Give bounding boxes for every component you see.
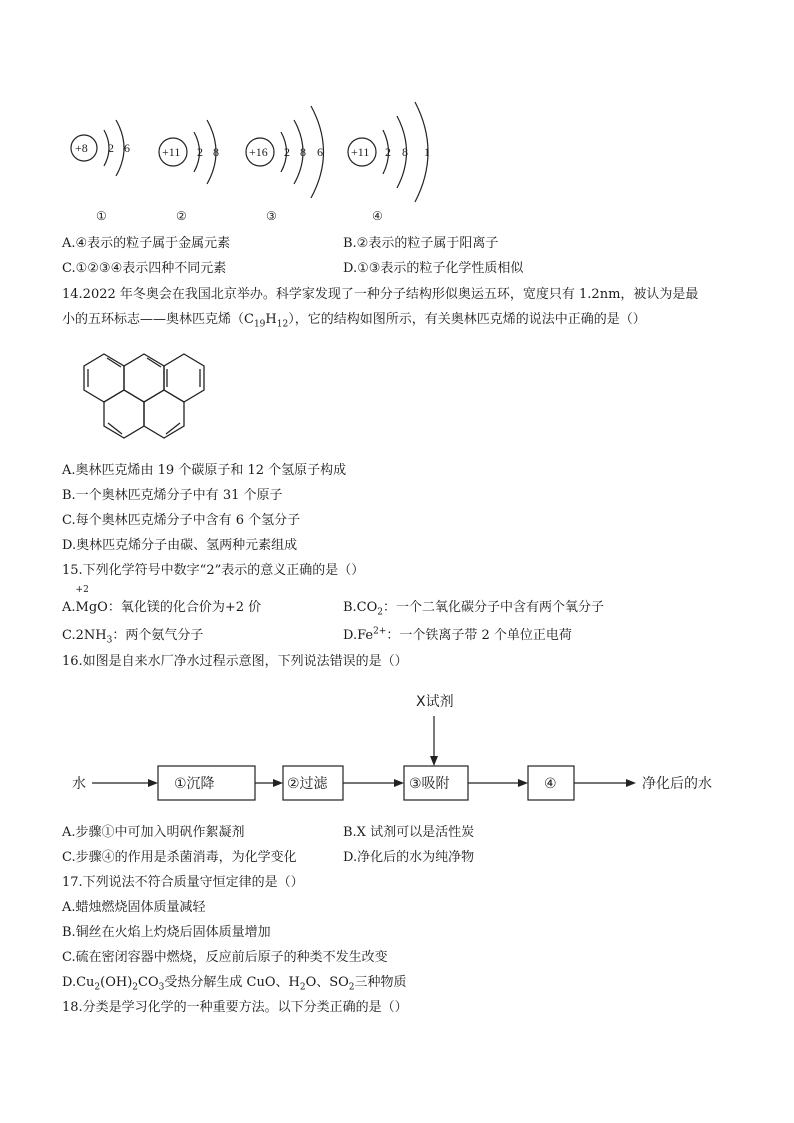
atom4-label: ④ [372,209,383,223]
q13-option-c: C.①②③④表示四种不同元素 [62,261,227,276]
q17-option-b: B.铜丝在火焰上灼烧后固体质量增加 [62,925,271,940]
q15-stem: 15.下列化学符号中数字“2”表示的意义正确的是（） [62,563,365,578]
q14-option-c: C.每个奥林匹克烯分子中含有 6 个氢分子 [62,513,301,528]
atom4-shell3: 1 [424,145,430,159]
water-purification-flowchart [70,682,740,812]
q17-stem: 17.下列说法不符合质量守恒定律的是（） [62,875,304,890]
atom2-shell2: 8 [213,145,219,159]
atom1-nucleus: +8 [75,141,88,155]
q15-option-a: A. +2 MgO：氧化镁的化合价为+2 价 [62,585,262,615]
atom3-shell1: 2 [284,145,290,159]
atom-structure-diagrams [60,100,460,230]
atom1-shell1: 2 [108,141,114,155]
q14-option-d: D.奥林匹克烯分子由碳、氢两种元素组成 [62,538,298,553]
atom4-nucleus: +11 [351,145,370,159]
flow-step2: ②过滤 [287,776,328,792]
olympicene-structure [66,338,226,450]
flow-step4: ④ [544,776,557,792]
q13-option-a: A.④表示的粒子属于金属元素 [62,236,231,251]
q13-option-d: D.①③表示的粒子化学性质相似 [343,261,524,276]
atom3-shell2: 8 [300,145,306,159]
atom2-label: ② [176,209,187,223]
q14-stem-line2: 小的五环标志——奥林匹克烯$(C_{19}H_{12})$，它的结构如图所示，有关奥林匹克烯的说法中正确的是（） [62,312,646,330]
atom2-shell1: 2 [197,145,203,159]
atom2-nucleus: +11 [162,145,181,159]
q17-option-a: A.蜡烛燃烧固体质量减轻 [62,900,206,915]
atom4-shell1: 2 [385,145,391,159]
atom3-nucleus: +16 [249,145,268,159]
q14-stem-line1: 14.2022 年冬奥会在我国北京举办。科学家发现了一种分子结构形似奥运五环，宽度只有 1.2nm，被认为是最 [62,287,699,302]
q16-option-d: D.净化后的水为纯净物 [343,850,475,865]
flow-step3: ③吸附 [409,776,450,792]
q16-option-a: A.步骤①中可加入明矾作絮凝剂 [62,825,245,840]
atom1-label: ① [96,209,107,223]
q18-stem: 18.分类是学习化学的一种重要方法。以下分类正确的是（） [62,1000,408,1015]
atom4-shell2: 8 [402,145,408,159]
q14-option-b: B.一个奥林匹克烯分子中有 31 个原子 [62,488,283,503]
q16-option-b: B.X 试剂可以是活性炭 [343,825,475,840]
q15-option-c: $C.2NH_3$：两个氨气分子 [62,628,204,646]
q17-option-d: $D.Cu_2(OH)_2CO_3$受热分解生成 CuO、$H_2O$、$SO_2$三种物质 [62,975,407,993]
q16-stem: 16.如图是自来水厂净水过程示意图，下列说法错误的是（） [62,654,408,669]
atom3-shell3: 6 [317,145,323,159]
flow-reagent-label: X试剂 [416,694,454,710]
q15-option-d: $D.Fe^{2+}$：一个铁离子带 2 个单位正电荷 [343,626,572,643]
q17-option-c: C.硫在密闭容器中燃烧，反应前后原子的种类不发生改变 [62,950,388,965]
q16-option-c: C.步骤④的作用是杀菌消毒，为化学变化 [62,850,297,865]
q13-option-b: B.②表示的粒子属于阳离子 [343,236,499,251]
atom3-label: ③ [266,209,277,223]
q15-option-b: $B.CO_2$：一个二氧化碳分子中含有两个氧分子 [343,600,605,618]
flow-input-label: 水 [72,776,86,792]
atom1-shell2: 6 [124,141,130,155]
flow-step1: ①沉降 [174,776,215,792]
q14-option-a: A.奥林匹克烯由 19 个碳原子和 12 个氢原子构成 [62,463,347,478]
flow-output-label: 净化后的水 [642,776,712,792]
